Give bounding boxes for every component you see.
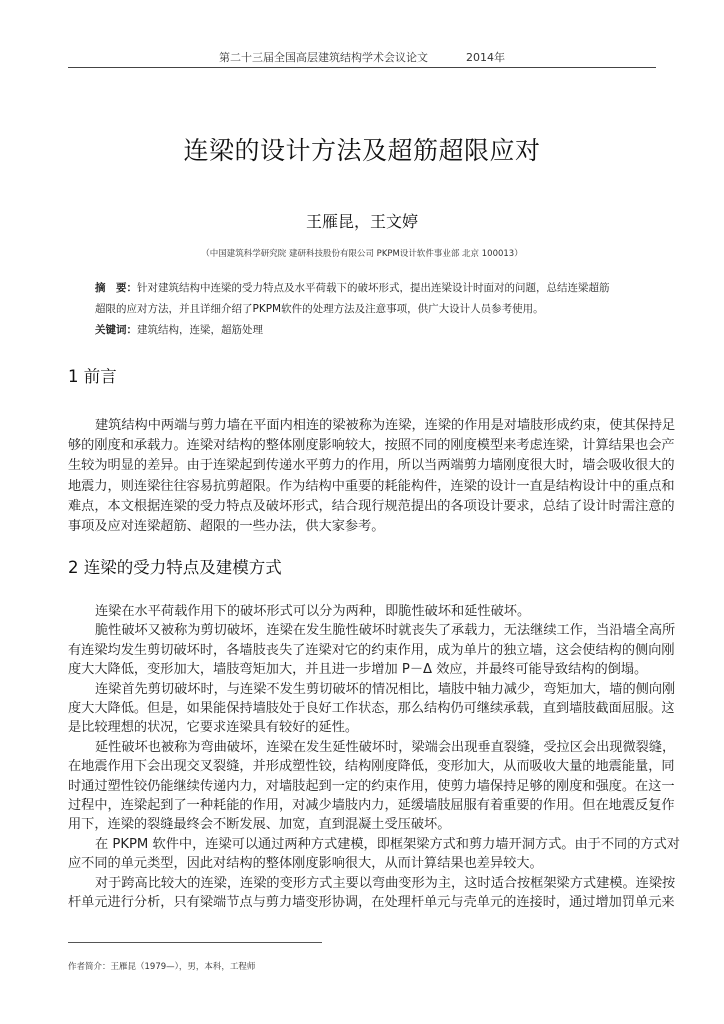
keywords bbox=[95, 322, 660, 337]
running-header bbox=[0, 49, 724, 65]
paragraph-line: 对于跨高比较大的连梁，连梁的变形方式主要以弯曲变形为主，这时适合按框架梁方式建模。连梁按 bbox=[95, 875, 676, 891]
paragraph-line: 度大大降低。但是，如果能保持墙肢处于良好工作状态，那么结构仍可继续承载，直到墙肢截面屈服。这 bbox=[68, 701, 675, 716]
paragraph-line: 过程中，连梁起到了一种耗能的作用，对减少墙肢内力，延缓墙肢屈服有着重要的作用。但在地震反复作 bbox=[68, 798, 675, 813]
authors: 王雁昆，王文婷 bbox=[305, 212, 418, 231]
paragraph-line: 是比较理想的状况，它要求连梁具有较好的延性。 bbox=[68, 720, 359, 736]
section-heading: 1 前言 bbox=[68, 367, 117, 386]
paragraph-line: 时通过塑性铰仍能继续传递内力，对墙肢起到一定的约束作用，使剪力墙保持足够的刚度和强度。在这一 bbox=[68, 778, 675, 794]
paragraph-line: 难点，本文根据连梁的受力特点及破坏形式，结合现行规范提出的各项设计要求，总结了设计时需注意的 bbox=[68, 498, 675, 514]
paper-title: 连梁的设计方法及超筋超限应对 bbox=[183, 136, 541, 165]
paragraph-line: 度大大降低，变形加大，墙肢弯矩加大，并且进一步增加 P－Δ 效应，并最终可能导致结构的倒塌。 bbox=[68, 662, 648, 678]
year: 2014年 bbox=[466, 51, 505, 64]
paragraph-line: 脆性破坏又被称为剪切破坏，连梁在发生脆性破坏时就丧失了承载力，无法继续工作，当沿墙全高所 bbox=[95, 623, 676, 639]
paragraph-line: 事项及应对连梁超筋、超限的一些办法，供大家参考。 bbox=[68, 519, 385, 534]
paragraph-line: 连梁在水平荷载作用下的破坏形式可以分为两种，即脆性破坏和延性破坏。 bbox=[95, 604, 531, 619]
paragraph-line: 在 PKPM 软件中，连梁可以通过两种方式建模，即框架梁方式和剪力墙开洞方式。由于不同的方式对 bbox=[95, 836, 680, 852]
section-heading: 2 连梁的受力特点及建模方式 bbox=[68, 558, 282, 577]
footnote-divider bbox=[68, 942, 322, 943]
paragraph-line: 地震力，则连梁往往容易抗剪超限。作为结构中重要的耗能构件，连梁的设计一直是结构设计中的重点和 bbox=[68, 478, 675, 494]
paragraph-line: 延性破坏也被称为弯曲破坏，连梁在发生延性破坏时，梁端会出现垂直裂缝，受拉区会出现微裂缝， bbox=[95, 739, 676, 755]
paragraph-line: 生较为明显的差异。由于连梁起到传递水平剪力的作用，所以当两端剪力墙刚度很大时，墙会吸收很大的 bbox=[68, 458, 675, 474]
paragraph-line: 够的刚度和承载力。连梁对结构的整体刚度影响较大，按照不同的刚度模型来考虑连梁，计算结果也会产 bbox=[68, 438, 675, 454]
conference-name: 第二十三届全国高层建筑结构学术会议论文 bbox=[219, 51, 428, 64]
abstract-line bbox=[95, 280, 660, 295]
abstract-label: 摘 要： bbox=[95, 282, 137, 294]
footnote: 作者简介：王雁昆（1979—），男，本科，工程师 bbox=[68, 962, 256, 972]
keywords-label: 关键词： bbox=[95, 324, 137, 336]
paragraph-line: 有连梁均发生剪切破坏时，各墙肢丧失了连梁对它的约束作用，成为单片的独立墙，这会使结构的侧向刚 bbox=[68, 642, 675, 658]
abstract-text: 针对建筑结构中连梁的受力特点及水平荷载下的破坏形式，提出连梁设计时面对的问题，总结连梁超筋 bbox=[137, 282, 610, 294]
abstract-line: 超限的应对方法，并且详细介绍了PKPM软件的处理方法及注意事项，供广大设计人员参考使用。 bbox=[95, 303, 544, 315]
header-divider bbox=[68, 67, 656, 68]
paragraph-line: 杆单元进行分析，只有梁端节点与剪力墙变形协调，在处理杆单元与壳单元的连接时，通过增加罚单元来 bbox=[68, 895, 675, 910]
paragraph-line: 应不同的单元类型，因此对结构的整体刚度影响很大，从而计算结果也差异较大。 bbox=[68, 856, 543, 872]
paragraph-line: 用下，连梁的裂缝最终会不断发展、加宽，直到混凝土受压破坏。 bbox=[68, 817, 451, 833]
keywords-text: 建筑结构，连梁，超筋处理 bbox=[137, 324, 263, 336]
paragraph-line: 在地震作用下会出现交叉裂缝，并形成塑性铰，结构刚度降低，变形加大，从而吸收大量的地震能量，同 bbox=[68, 759, 675, 775]
paragraph-line: 建筑结构中两端与剪力墙在平面内相连的梁被称为连梁，连梁的作用是对墙肢形成约束，使其保持足 bbox=[95, 418, 676, 433]
affiliation: （中国建筑科学研究院 建研科技股份有限公司 PKPM设计软件事业部 北京 100013） bbox=[201, 249, 523, 259]
paragraph-line: 连梁首先剪切破坏时，与连梁不发生剪切破坏的情况相比，墙肢中轴力减少，弯矩加大，墙的侧向刚 bbox=[95, 681, 676, 697]
